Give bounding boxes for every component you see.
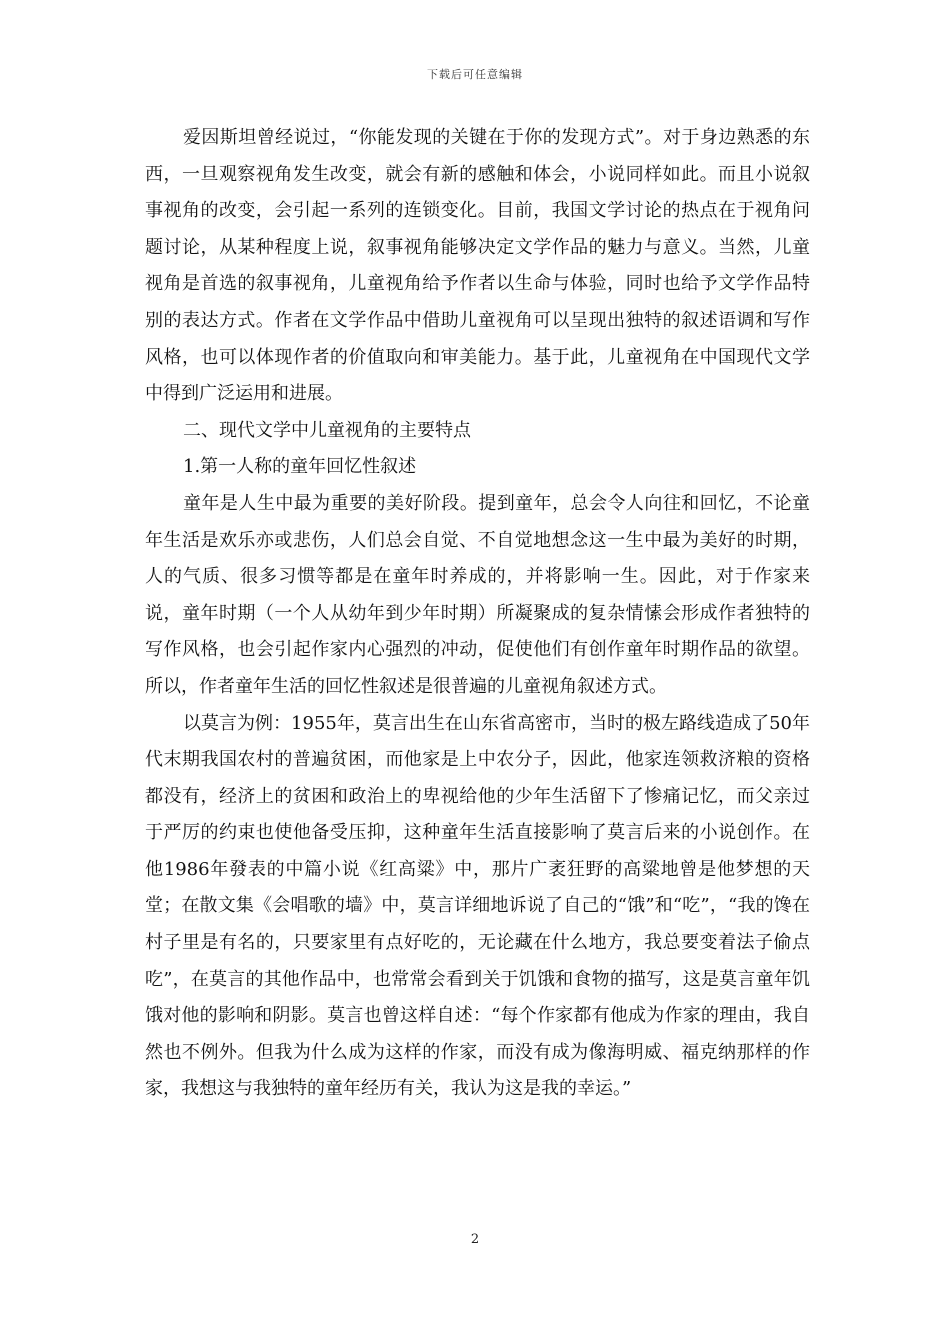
subsection-heading: 1.第一人称的童年回忆性叙述 [183,456,417,478]
section-heading: 二、现代文学中儿童视角的主要特点 [183,419,471,441]
paragraph-childhood: 童年是人生中最为重要的美好阶段。提到童年，总会令人向往和回忆，不论童年生活是欢乐亦或悲伤，人们总会自觉、不自觉地想念这一生中最为美好的时期，人的气质、很多习惯等都是在童年时养成的，并将影响一生。因此，对于作家来说，童年时期（一个人从幼年到少年时期）所凝聚成的复杂情愫会形成作者独特的写作风格，也会引起作家内心强烈的冲动，促使他们有创作童年时期作品的欲望。所以，作者童年生活的回忆性叙述是很普遍的儿童视角叙述方式。 [145,492,810,697]
document-body [145,120,810,1108]
paragraph-moyan: 以莫言为例：1955年，莫言出生在山东省高密市，当时的极左路线造成了50年代末期我国农村的普遍贫困，而他家是上中农分子，因此，他家连领救济粮的资格都没有，经济上的贫困和政治上的卑视给他的少年生活留下了惨痛记忆，而父亲过于严厉的约束也使他备受压抑，这种童年生活直接影响了莫言后来的小说创作。在他1986年發表的中篇小说《红高粱》中，那片广袤狂野的高粱地曾是他梦想的天堂；在散文集《会唱歌的墙》中，莫言详细地诉说了自己的“饿”和“吃”，“我的馋在村子里是有名的，只要家里有点好吃的，无论藏在什么地方，我总要变着法子偷点吃”，在莫言的其他作品中，也常常会看到关于饥饿和食物的描写，这是莫言童年饥饿对他的影响和阴影。莫言也曾这样自述：“每个作家都有他成为作家的理由，我自然也不例外。但我为什么成为这样的作家，而没有成为像海明威、福克纳那样的作家，我想这与我独特的童年经历有关，我认为这是我的幸运。” [145,712,810,1100]
paragraph-intro: 爱因斯坦曾经说过，“你能发现的关键在于你的发现方式”。对于身边熟悉的东西，一旦观察视角发生改变，就会有新的感触和体会，小说同样如此。而且小说叙事视角的改变，会引起一系列的连锁变化。目前，我国文学讨论的热点在于视角问题讨论，从某种程度上说，叙事视角能够决定文学作品的魅力与意义。当然，儿童视角是首选的叙事视角，儿童视角给予作者以生命与体验，同时也给予文学作品特别的表达方式。作者在文学作品中借助儿童视角可以呈现出独特的叙述语调和写作风格，也可以体现作者的价值取向和审美能力。基于此，儿童视角在中国现代文学中得到广泛运用和进展。 [145,127,810,405]
page-number: 2 [470,1232,480,1247]
page-header-note: 下载后可任意编辑 [427,68,523,81]
